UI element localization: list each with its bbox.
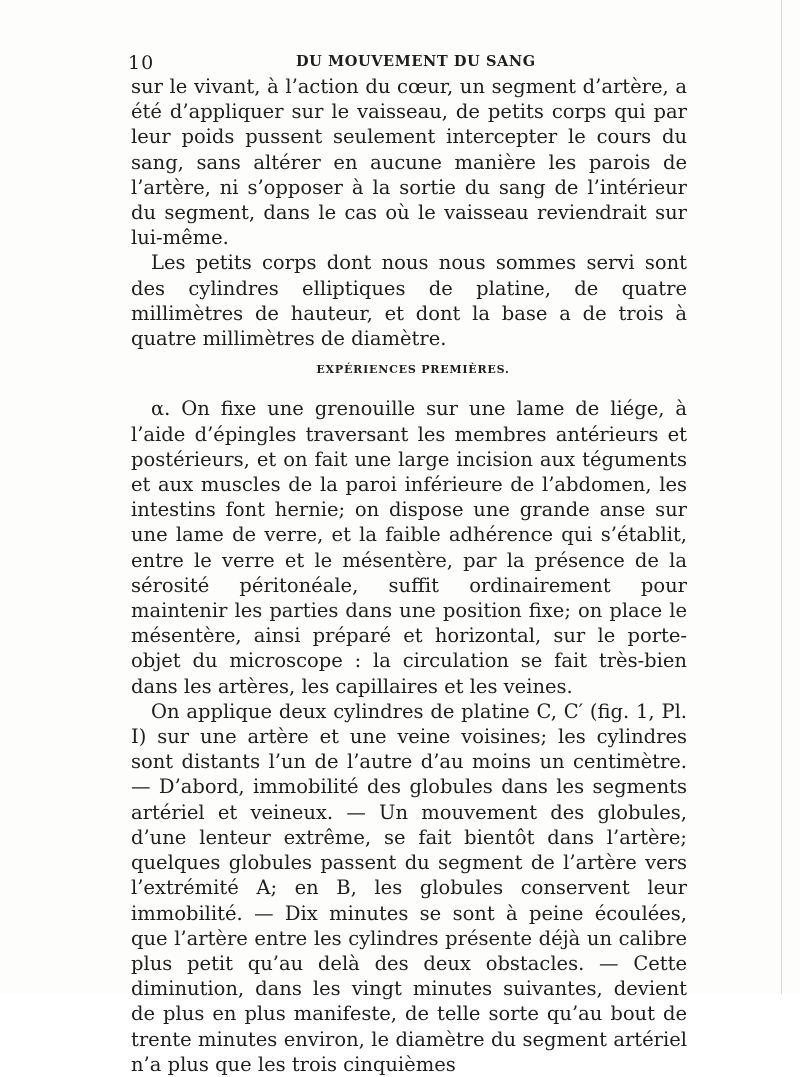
paragraph-2: Les petits corps dont nous nous sommes servi sont des cylindres elliptiques de platine, de quatre millimètres de hauteur, et dont la base a de trois à quatre millimètres de diamètre. xyxy=(131,251,687,351)
paragraph-4: On applique deux cylindres de platine C, C′ (fig. 1, Pl. I) sur une artère et une veine voisines; les cylindres sont distants l’un de l’autre d’au moins un centimètre. — D’abord, immobilité des globules dans les segments artériel et veineux. — Un mouvement des globules, d’une lenteur extrême, se fait bientôt dans l’artère; quelques globules passent du segment de l’artère vers l’extrémité A; en B, les globules conservent leur immobilité. — Dix minutes se sont à peine écoulées, que l’artère entre les cylindres présente déjà un calibre plus petit qu’au delà des deux obstacles. — Cette diminution, dans les vingt minutes suivantes, devient de plus en plus manifeste, de telle sorte qu’au bout de trente minutes environ, le diamètre du segment artériel n’a plus que les trois cinquièmes xyxy=(131,699,687,1076)
running-title: DU MOUVEMENT DU SANG xyxy=(296,53,536,70)
body-text xyxy=(131,74,687,1077)
paragraph-1: sur le vivant, à l’action du cœur, un segment d’artère, a été d’appliquer sur le vaisseau, de petits corps qui par leur poids pussent seulement intercepter le cours du sang, sans altérer en aucune manière les parois de l’artère, ni s’opposer à la sortie du sang de l’intérieur du segment, dans le cas où le vaisseau reviendrait sur lui-même. xyxy=(131,75,687,250)
paragraph-3: α. On fixe une grenouille sur une lame de liége, à l’aide d’épingles traversant les membres antérieurs et postérieurs, et on fait une large incision aux téguments et aux muscles de la paroi inférieure de l’abdomen, les intestins font hernie; on dispose une grande anse sur une lame de verre, et la faible adhérence qui s’établit, entre le verre et le mésentère, par la présence de la sérosité péritonéale, suffit ordinairement pour maintenir les parties dans une position fixe; on place le mésentère, ainsi préparé et horizontal, sur le porte-objet du microscope : la circulation se fait très-bien dans les artères, les capillaires et les veines. xyxy=(131,397,687,698)
page-edge xyxy=(781,0,782,994)
section-heading: EXPÉRIENCES PREMIÈRES. xyxy=(316,363,510,377)
page-number: 10 xyxy=(128,52,155,74)
